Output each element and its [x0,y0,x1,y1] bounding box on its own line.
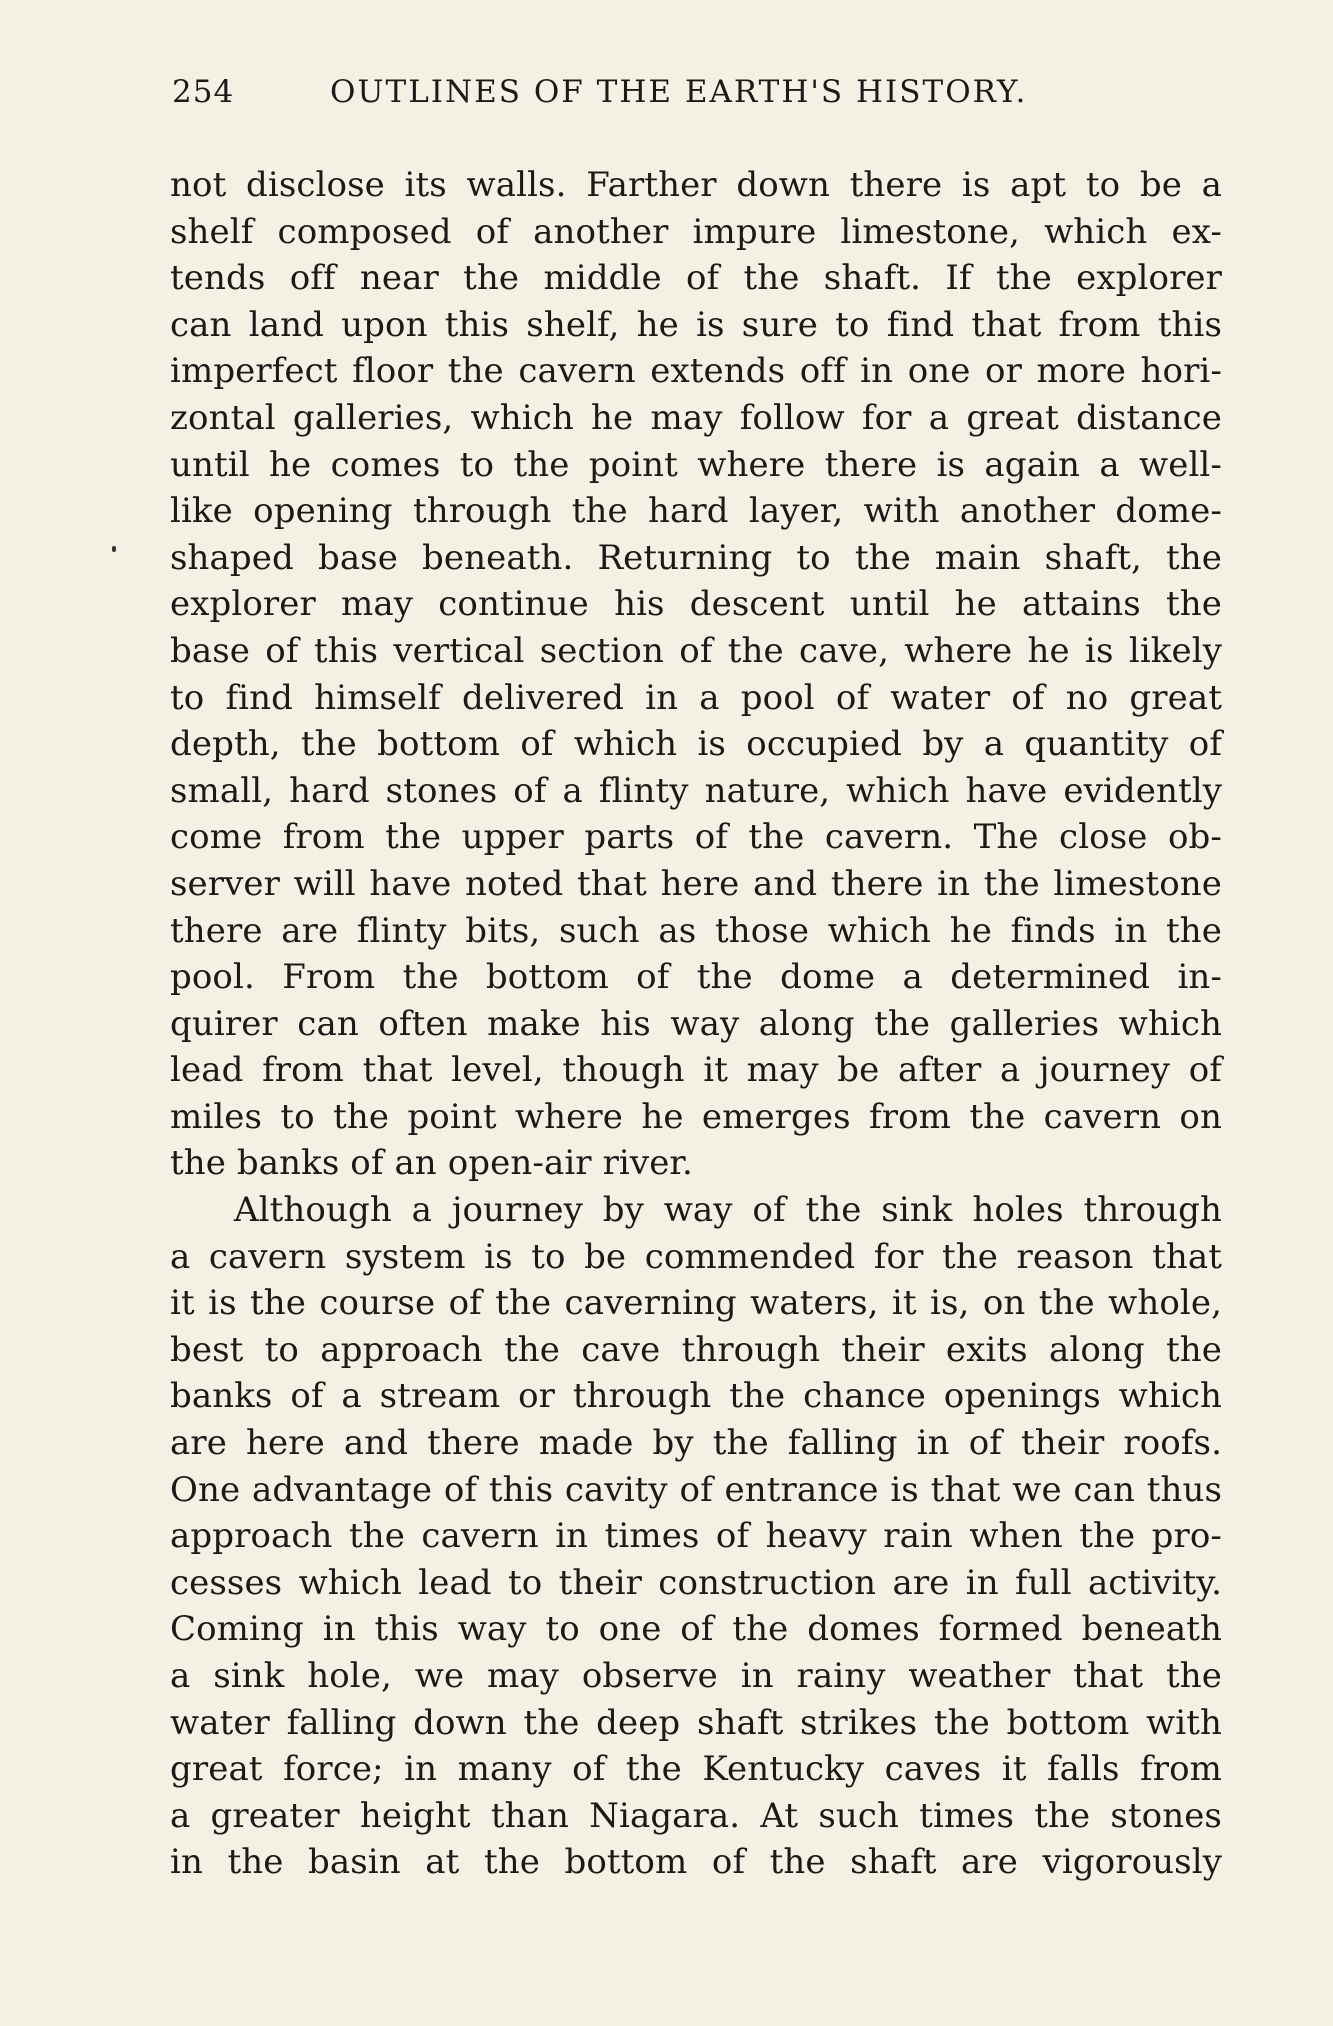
text-line: zontal galleries, which he may follow for a great distance [170,397,1222,438]
text-line: imperfect floor the cavern extends off in one or more hori- [170,351,1222,392]
text-line: are here and there made by the falling in of their roofs. [170,1423,1222,1464]
text-line: quirer can often make his way along the galleries which [170,1003,1222,1044]
text-line: approach the cavern in times of heavy rain when the pro- [170,1516,1222,1557]
text-line: lead from that level, though it may be after a journey of [170,1050,1222,1091]
text-line: can land upon this shelf, he is sure to find that from this [170,304,1222,345]
text-line: depth, the bottom of which is occupied by a quantity of [170,724,1222,765]
paragraph-end-line: the banks of an open-air river. [170,1143,693,1184]
text-line: One advantage of this cavity of entrance is that we can thus [170,1469,1222,1510]
text-line: best to approach the cave through their exits along the [170,1329,1222,1370]
text-line: it is the course of the caverning waters, it is, on the whole, [170,1283,1222,1324]
text-line: a cavern system is to be commended for the reason that [170,1236,1222,1277]
text-line: in the basin at the bottom of the shaft are vigorously [170,1842,1222,1883]
text-line: there are flinty bits, such as those which he finds in the [170,910,1222,951]
text-line: a greater height than Niagara. At such times the stones [170,1795,1222,1836]
text-line: tends off near the middle of the shaft. If the explorer [170,258,1222,299]
text-line: Coming in this way to one of the domes formed beneath [170,1609,1222,1650]
paragraph-start-line: Although a journey by way of the sink holes through [234,1190,1222,1231]
text-line: water falling down the deep shaft strikes the bottom with [170,1702,1222,1743]
text-line: explorer may continue his descent until he attains the [170,584,1222,625]
text-line: shaped base beneath. Returning to the main shaft, the [170,537,1222,578]
text-line: base of this vertical section of the cave, where he is likely [170,630,1222,671]
text-line: not disclose its walls. Farther down there is apt to be a [170,165,1222,205]
text-line: shelf composed of another impure limestone, which ex- [170,211,1222,252]
text-line: pool. From the bottom of the dome a determined in- [170,957,1222,998]
text-line: great force; in many of the Kentucky caves it falls from [170,1749,1222,1790]
page-number: 254 [172,74,235,110]
margin-mark [112,546,116,552]
text-line: cesses which lead to their construction are in full activity. [170,1562,1222,1603]
text-line: small, hard stones of a flinty nature, which have evidently [170,770,1222,811]
text-line: like opening through the hard layer, with another dome- [170,491,1222,532]
running-title: OUTLINES OF THE EARTH'S HISTORY. [330,74,1028,110]
text-line: come from the upper parts of the cavern. The close ob- [170,817,1222,858]
text-line: a sink hole, we may observe in rainy weather that the [170,1656,1222,1696]
running-head [172,74,1222,118]
text-line: until he comes to the point where there is again a well- [170,444,1222,485]
text-line: to find himself delivered in a pool of water of no great [170,677,1222,718]
text-line: banks of a stream or through the chance openings which [170,1376,1222,1417]
body-text [170,162,1222,1886]
text-line: server will have noted that here and there in the limestone [170,863,1222,904]
text-line: miles to the point where he emerges from the cavern on [170,1096,1222,1137]
